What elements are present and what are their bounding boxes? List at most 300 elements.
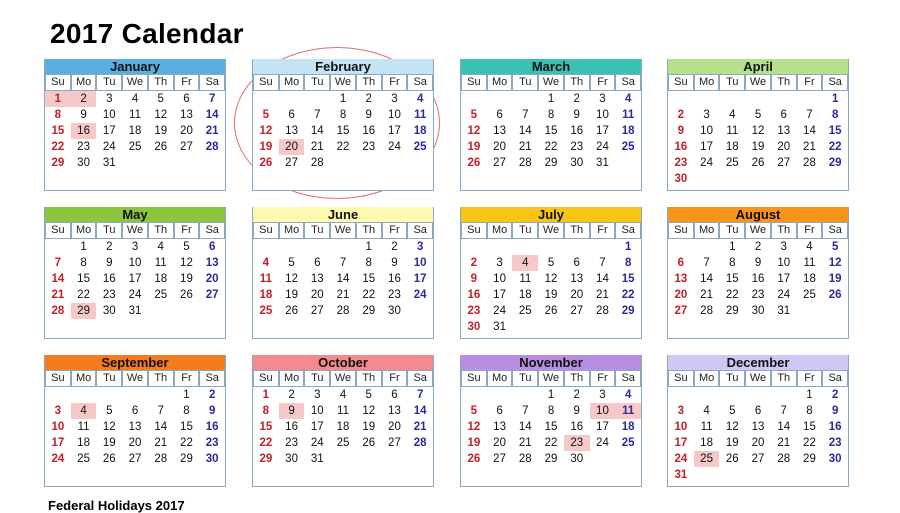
day-cell: 9 (106, 257, 113, 269)
day-cell: 2 (106, 241, 113, 253)
empty-day-cell (615, 155, 641, 171)
day-cell: 21 (154, 437, 168, 449)
empty-day-cell (822, 303, 848, 319)
day-cell: 17 (674, 437, 688, 449)
day-cell: 6 (391, 389, 398, 401)
day-cell: 12 (362, 405, 376, 417)
empty-day-cell (253, 239, 279, 255)
month-may (44, 207, 226, 339)
weekday-label: Fr (382, 370, 408, 387)
weekday-label: Th (356, 222, 382, 239)
weekday-label: We (122, 370, 148, 387)
day-cell: 5 (470, 109, 478, 121)
day-cell: 20 (493, 437, 506, 449)
day-cell: 8 (806, 405, 813, 417)
day-cell: 14 (596, 273, 609, 285)
day-cell: 3 (314, 389, 321, 401)
day-cell: 23 (388, 289, 401, 301)
month-title: February (253, 59, 433, 74)
week-row (461, 435, 641, 451)
weekday-header-row (461, 370, 641, 387)
week-row (668, 303, 848, 319)
day-cell: 25 (518, 305, 532, 317)
weekday-label: Su (461, 370, 487, 387)
day-cell: 16 (828, 421, 842, 433)
day-cell: 31 (310, 453, 324, 465)
day-cell: 18 (413, 125, 427, 137)
day-cell: 17 (310, 421, 324, 433)
holiday-day-cell: 1 (45, 91, 71, 107)
day-cell: 9 (573, 405, 580, 417)
day-cell: 30 (205, 453, 219, 465)
week-row (253, 155, 433, 171)
month-title: October (253, 355, 433, 370)
day-cell: 12 (467, 125, 481, 137)
day-cell: 14 (803, 125, 816, 137)
day-cell: 7 (54, 257, 62, 269)
day-cell: 23 (828, 437, 842, 449)
weekday-label: Mo (487, 222, 513, 239)
day-cell: 28 (336, 305, 350, 317)
empty-day-cell (745, 467, 771, 483)
empty-day-cell (719, 91, 745, 107)
weekday-label: Su (45, 370, 71, 387)
weekday-label: Sa (199, 74, 225, 91)
weekday-label: Tu (719, 74, 745, 91)
day-cell: 23 (77, 141, 90, 153)
day-cell: 4 (157, 241, 164, 253)
day-cell: 26 (725, 453, 739, 465)
weekday-label: Tu (304, 74, 330, 91)
weekday-label: Fr (174, 222, 200, 239)
day-cell: 29 (544, 157, 558, 169)
weekday-label: Th (148, 74, 174, 91)
day-cell: 1 (80, 241, 87, 253)
empty-day-cell (590, 319, 616, 335)
empty-day-cell (512, 91, 538, 107)
day-cell: 28 (777, 453, 791, 465)
day-cell: 17 (777, 273, 791, 285)
weekday-label: Su (668, 222, 694, 239)
day-cell: 9 (470, 273, 478, 285)
day-cell: 25 (621, 141, 635, 153)
day-cell: 15 (180, 421, 193, 433)
week-row (461, 403, 641, 419)
day-cell: 19 (725, 437, 739, 449)
day-cell: 18 (518, 289, 532, 301)
day-cell: 8 (547, 109, 555, 121)
week-row (668, 403, 848, 419)
empty-day-cell (694, 91, 720, 107)
day-cell: 6 (208, 241, 216, 253)
day-cell: 18 (128, 125, 142, 137)
empty-day-cell (771, 91, 797, 107)
day-cell: 21 (51, 289, 65, 301)
day-cell: 7 (703, 257, 710, 269)
weekday-label: Sa (407, 74, 433, 91)
day-cell: 20 (493, 141, 506, 153)
day-cell: 24 (310, 437, 324, 449)
day-cell: 22 (51, 141, 65, 153)
day-cell: 19 (467, 141, 481, 153)
day-cell: 21 (777, 437, 791, 449)
month-july (460, 207, 642, 339)
day-cell: 2 (208, 389, 216, 401)
week-row (45, 287, 225, 303)
day-cell: 12 (259, 125, 273, 137)
empty-day-cell (797, 91, 823, 107)
empty-day-cell (407, 155, 433, 171)
day-cell: 26 (751, 157, 765, 169)
week-row (668, 271, 848, 287)
week-row (461, 271, 641, 287)
week-row (668, 419, 848, 435)
day-cell: 25 (154, 289, 168, 301)
weekday-label: Mo (279, 74, 305, 91)
week-row (668, 451, 848, 467)
day-cell: 22 (544, 437, 558, 449)
empty-day-cell (148, 155, 174, 171)
week-row (253, 107, 433, 123)
day-cell: 4 (262, 257, 270, 269)
weekday-label: We (538, 74, 564, 91)
day-cell: 30 (751, 305, 765, 317)
empty-day-cell (564, 239, 590, 255)
day-cell: 15 (77, 273, 90, 285)
day-cell: 14 (413, 405, 427, 417)
weekday-label: Sa (822, 370, 848, 387)
day-cell: 8 (339, 109, 347, 121)
day-cell: 22 (803, 437, 816, 449)
week-row (461, 155, 641, 171)
day-cell: 6 (183, 93, 190, 105)
holiday-day-cell: 4 (512, 255, 538, 271)
week-row (668, 91, 848, 107)
empty-day-cell (512, 319, 538, 335)
weekday-label: Th (564, 74, 590, 91)
day-cell: 9 (754, 257, 762, 269)
weekday-label: Su (668, 370, 694, 387)
day-cell: 11 (622, 109, 635, 121)
day-cell: 1 (547, 389, 555, 401)
day-cell: 3 (416, 241, 424, 253)
weekday-label: Tu (719, 370, 745, 387)
empty-day-cell (487, 239, 513, 255)
day-cell: 20 (777, 141, 791, 153)
day-cell: 1 (339, 93, 347, 105)
day-cell: 19 (102, 437, 116, 449)
empty-day-cell (148, 303, 174, 319)
weekday-label: Su (668, 74, 694, 91)
week-row (45, 255, 225, 271)
week-row (45, 107, 225, 123)
day-cell: 25 (259, 305, 273, 317)
weekday-label: Sa (407, 222, 433, 239)
day-cell: 27 (180, 141, 193, 153)
weekday-label: Sa (615, 222, 641, 239)
day-cell: 20 (205, 273, 219, 285)
day-cell: 6 (677, 257, 685, 269)
day-cell: 17 (388, 125, 401, 137)
empty-day-cell (564, 319, 590, 335)
day-cell: 27 (388, 437, 401, 449)
day-cell: 22 (725, 289, 739, 301)
day-cell: 16 (388, 273, 401, 285)
day-cell: 28 (51, 305, 65, 317)
day-cell: 21 (310, 141, 324, 153)
day-cell: 12 (828, 257, 842, 269)
week-row (45, 239, 225, 255)
day-cell: 20 (310, 289, 324, 301)
month-title: July (461, 207, 641, 222)
empty-day-cell (174, 303, 200, 319)
holiday-day-cell: 2 (71, 91, 97, 107)
day-cell: 1 (806, 389, 813, 401)
day-cell: 20 (751, 437, 765, 449)
day-cell: 15 (544, 125, 558, 137)
day-cell: 13 (570, 273, 584, 285)
weekday-label: Tu (96, 74, 122, 91)
empty-day-cell (668, 91, 694, 107)
week-row (668, 239, 848, 255)
day-cell: 27 (493, 453, 506, 465)
day-cell: 24 (596, 437, 609, 449)
day-cell: 29 (180, 453, 193, 465)
day-cell: 15 (544, 421, 558, 433)
weekday-label: Sa (615, 370, 641, 387)
week-row (461, 255, 641, 271)
weekday-label: Mo (694, 222, 720, 239)
weekday-label: Su (45, 74, 71, 91)
day-cell: 5 (262, 109, 270, 121)
day-cell: 17 (51, 437, 65, 449)
day-cell: 8 (729, 257, 736, 269)
day-cell: 13 (751, 421, 765, 433)
day-cell: 30 (828, 453, 842, 465)
day-cell: 18 (700, 437, 713, 449)
day-cell: 12 (285, 273, 298, 285)
day-cell: 25 (128, 141, 142, 153)
weekday-label: Tu (512, 74, 538, 91)
day-cell: 10 (493, 273, 506, 285)
day-cell: 3 (780, 241, 787, 253)
month-title: November (461, 355, 641, 370)
day-cell: 4 (703, 405, 710, 417)
empty-day-cell (279, 91, 305, 107)
day-cell: 10 (413, 257, 427, 269)
day-cell: 1 (262, 389, 270, 401)
day-cell: 13 (180, 109, 193, 121)
day-cell: 7 (780, 405, 787, 417)
weekday-label: Th (148, 370, 174, 387)
day-cell: 1 (183, 389, 190, 401)
weekday-label: Fr (590, 74, 616, 91)
empty-day-cell (461, 239, 487, 255)
day-cell: 31 (777, 305, 791, 317)
weekday-label: Fr (797, 222, 823, 239)
week-row (253, 255, 433, 271)
day-cell: 11 (803, 257, 816, 269)
day-cell: 25 (77, 453, 90, 465)
day-cell: 24 (388, 141, 401, 153)
day-cell: 19 (544, 289, 558, 301)
day-cell: 8 (80, 257, 87, 269)
day-cell: 15 (828, 125, 842, 137)
week-row (668, 255, 848, 271)
empty-day-cell (694, 387, 720, 403)
weekday-label: Th (564, 370, 590, 387)
day-cell: 18 (621, 125, 635, 137)
weekday-label: Th (771, 74, 797, 91)
empty-day-cell (512, 387, 538, 403)
day-cell: 23 (205, 437, 219, 449)
weekday-label: Fr (590, 370, 616, 387)
day-cell: 8 (183, 405, 190, 417)
weekday-label: We (745, 74, 771, 91)
page-title: 2017 Calendar (50, 18, 244, 49)
day-cell: 8 (365, 257, 372, 269)
day-cell: 7 (522, 109, 529, 121)
day-cell: 2 (831, 389, 839, 401)
day-cell: 6 (288, 109, 295, 121)
day-cell: 11 (337, 405, 349, 417)
week-row (253, 91, 433, 107)
day-cell: 15 (803, 421, 816, 433)
day-cell: 1 (547, 93, 555, 105)
day-cell: 6 (780, 109, 787, 121)
day-cell: 9 (365, 109, 372, 121)
day-cell: 30 (674, 173, 688, 185)
day-cell: 28 (803, 157, 816, 169)
day-cell: 17 (596, 421, 609, 433)
day-cell: 21 (336, 289, 350, 301)
day-cell: 8 (547, 405, 555, 417)
day-cell: 21 (596, 289, 609, 301)
day-cell: 15 (336, 125, 350, 137)
day-cell: 28 (518, 453, 532, 465)
day-cell: 4 (729, 109, 736, 121)
weekday-label: Fr (382, 222, 408, 239)
month-title: May (45, 207, 225, 222)
day-cell: 2 (573, 389, 580, 401)
week-row (461, 107, 641, 123)
day-cell: 2 (365, 93, 372, 105)
day-cell: 7 (339, 257, 347, 269)
day-cell: 2 (754, 241, 762, 253)
day-cell: 27 (674, 305, 688, 317)
day-cell: 6 (496, 109, 503, 121)
day-cell: 17 (102, 125, 116, 137)
day-cell: 13 (310, 273, 324, 285)
month-title: December (668, 355, 848, 370)
month-title: April (668, 59, 848, 74)
day-cell: 7 (416, 389, 424, 401)
day-cell: 11 (259, 273, 272, 285)
empty-day-cell (330, 155, 356, 171)
empty-day-cell (615, 319, 641, 335)
weekday-header-row (668, 222, 848, 239)
empty-day-cell (199, 155, 225, 171)
day-cell: 16 (467, 289, 481, 301)
day-cell: 8 (831, 109, 839, 121)
month-february (252, 59, 434, 191)
day-cell: 25 (413, 141, 427, 153)
day-cell: 26 (544, 305, 558, 317)
day-cell: 31 (128, 305, 142, 317)
day-cell: 1 (624, 241, 632, 253)
day-cell: 7 (599, 257, 606, 269)
day-cell: 14 (518, 421, 532, 433)
day-cell: 2 (470, 257, 478, 269)
day-cell: 12 (180, 257, 193, 269)
empty-day-cell (330, 239, 356, 255)
weekday-label: Tu (719, 222, 745, 239)
empty-day-cell (304, 91, 330, 107)
day-cell: 10 (777, 257, 791, 269)
day-cell: 22 (621, 289, 635, 301)
day-cell: 13 (493, 421, 506, 433)
day-cell: 24 (102, 141, 116, 153)
weekday-label: Th (356, 74, 382, 91)
weekday-label: Mo (279, 222, 305, 239)
day-cell: 25 (621, 437, 635, 449)
weekday-label: We (538, 222, 564, 239)
day-cell: 25 (336, 437, 350, 449)
weekday-label: Mo (487, 74, 513, 91)
week-row (668, 287, 848, 303)
day-cell: 6 (754, 405, 762, 417)
weekday-header-row (253, 222, 433, 239)
empty-day-cell (797, 171, 823, 187)
day-cell: 22 (544, 141, 558, 153)
month-december (667, 355, 849, 487)
empty-day-cell (694, 467, 720, 483)
month-april (667, 59, 849, 191)
holiday-day-cell: 20 (279, 139, 305, 155)
day-cell: 23 (751, 289, 765, 301)
day-cell: 26 (467, 453, 481, 465)
month-title: June (253, 207, 433, 222)
day-cell: 11 (77, 421, 90, 433)
weekday-label: Su (461, 222, 487, 239)
empty-day-cell (253, 91, 279, 107)
day-cell: 27 (751, 453, 765, 465)
day-cell: 18 (77, 437, 90, 449)
month-september (44, 355, 226, 487)
day-cell: 10 (102, 109, 116, 121)
day-cell: 16 (102, 273, 116, 285)
day-cell: 15 (51, 125, 65, 137)
weekday-label: Th (771, 370, 797, 387)
day-cell: 7 (157, 405, 164, 417)
day-cell: 11 (154, 257, 167, 269)
day-cell: 4 (624, 93, 632, 105)
day-cell: 3 (599, 93, 606, 105)
day-cell: 19 (362, 421, 376, 433)
day-cell: 2 (677, 109, 685, 121)
day-cell: 6 (131, 405, 139, 417)
day-cell: 9 (831, 405, 839, 417)
day-cell: 16 (674, 141, 688, 153)
weekday-label: Tu (96, 370, 122, 387)
day-cell: 15 (621, 273, 635, 285)
week-row (253, 303, 433, 319)
day-cell: 3 (703, 109, 710, 121)
day-cell: 14 (205, 109, 219, 121)
day-cell: 26 (259, 157, 273, 169)
day-cell: 28 (700, 305, 713, 317)
day-cell: 16 (205, 421, 219, 433)
